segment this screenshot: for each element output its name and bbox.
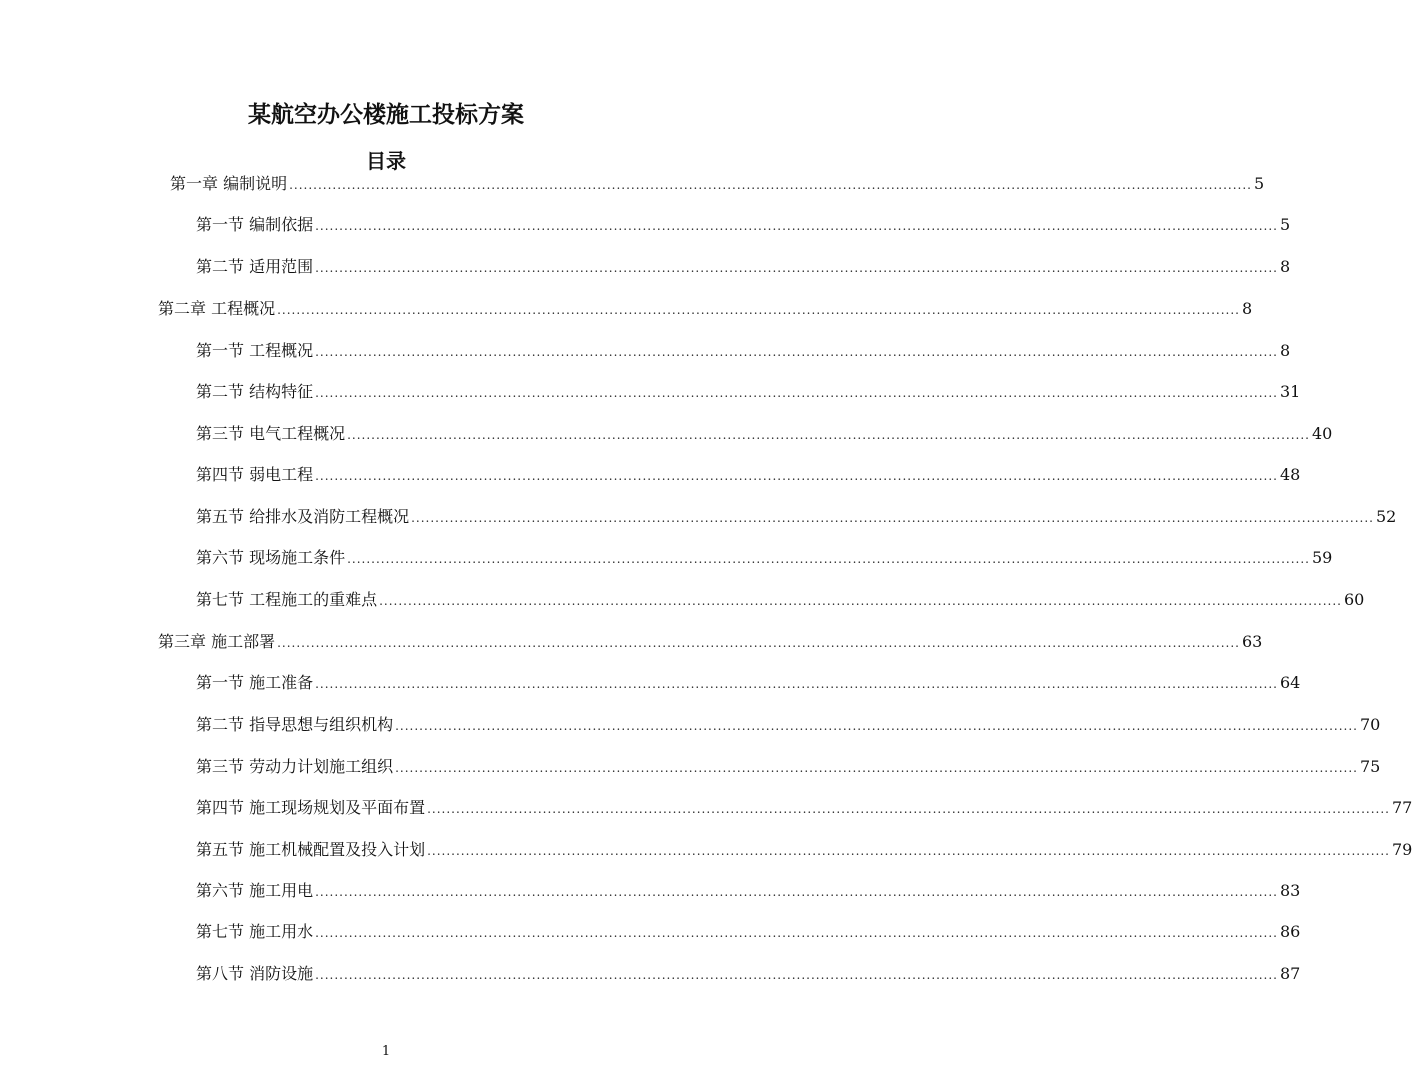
toc-entry-label: 第二章 工程概况 bbox=[158, 299, 276, 318]
toc-section-entry[interactable] bbox=[196, 381, 1301, 403]
toc-entry-label: 第三节 劳动力计划施工组织 bbox=[196, 757, 394, 776]
toc-section-entry[interactable] bbox=[196, 880, 1301, 902]
toc-entry-page: 64 bbox=[1279, 673, 1301, 692]
toc-dot-leader: ........................................................................................................................................................................................................ bbox=[395, 761, 1358, 775]
toc-entry-label: 第五节 施工机械配置及投入计划 bbox=[196, 840, 426, 859]
toc-section-entry[interactable] bbox=[196, 547, 1333, 569]
toc-section-entry[interactable] bbox=[196, 256, 1291, 278]
toc-dot-leader: ........................................................................................................................................................................................................ bbox=[379, 594, 1342, 608]
page-number: 1 bbox=[381, 1044, 391, 1059]
toc-section-entry[interactable] bbox=[196, 963, 1301, 985]
toc-chapter-entry[interactable] bbox=[158, 298, 1253, 320]
toc-section-entry[interactable] bbox=[196, 464, 1301, 486]
document-title: 某航空办公楼施工投标方案 bbox=[248, 102, 524, 128]
toc-entry-page: 52 bbox=[1375, 507, 1397, 526]
toc-entry-page: 77 bbox=[1391, 798, 1412, 817]
toc-section-entry[interactable] bbox=[196, 756, 1381, 778]
toc-heading: 目录 bbox=[366, 149, 406, 173]
toc-dot-leader: ........................................................................................................................................................................................................ bbox=[395, 719, 1358, 733]
toc-section-entry[interactable] bbox=[196, 839, 1412, 861]
toc-entry-page: 5 bbox=[1279, 215, 1291, 234]
toc-section-entry[interactable] bbox=[196, 672, 1301, 694]
toc-entry-label: 第一节 编制依据 bbox=[196, 215, 314, 234]
toc-dot-leader: ........................................................................................................................................................................................................ bbox=[315, 968, 1278, 982]
toc-entry-page: 48 bbox=[1279, 465, 1301, 484]
toc-entry-page: 83 bbox=[1279, 881, 1301, 900]
toc-section-entry[interactable] bbox=[196, 214, 1291, 236]
toc-entry-label: 第三章 施工部署 bbox=[158, 632, 276, 651]
toc-dot-leader: ........................................................................................................................................................................................................ bbox=[315, 469, 1278, 483]
toc-entry-label: 第一章 编制说明 bbox=[170, 174, 288, 193]
toc-dot-leader: ........................................................................................................................................................................................................ bbox=[411, 511, 1374, 525]
toc-entry-label: 第五节 给排水及消防工程概况 bbox=[196, 507, 410, 526]
toc-chapter-entry[interactable] bbox=[170, 173, 1265, 195]
toc-dot-leader: ........................................................................................................................................................................................................ bbox=[315, 926, 1278, 940]
toc-entry-page: 8 bbox=[1241, 299, 1253, 318]
toc-entry-page: 5 bbox=[1253, 174, 1265, 193]
toc-chapter-entry[interactable] bbox=[158, 631, 1263, 653]
toc-entry-label: 第一节 施工准备 bbox=[196, 673, 314, 692]
toc-section-entry[interactable] bbox=[196, 714, 1381, 736]
toc-entry-page: 75 bbox=[1359, 757, 1381, 776]
toc-entry-page: 31 bbox=[1279, 382, 1301, 401]
toc-entry-label: 第一节 工程概况 bbox=[196, 341, 314, 360]
toc-dot-leader: ........................................................................................................................................................................................................ bbox=[347, 428, 1310, 442]
toc-section-entry[interactable] bbox=[196, 423, 1333, 445]
toc-entry-page: 8 bbox=[1279, 257, 1291, 276]
toc-entry-label: 第八节 消防设施 bbox=[196, 964, 314, 983]
toc-entry-label: 第四节 施工现场规划及平面布置 bbox=[196, 798, 426, 817]
toc-dot-leader: ........................................................................................................................................................................................................ bbox=[315, 677, 1278, 691]
toc-entry-label: 第七节 施工用水 bbox=[196, 922, 314, 941]
toc-entry-page: 86 bbox=[1279, 922, 1301, 941]
toc-dot-leader: ........................................................................................................................................................................................................ bbox=[315, 885, 1278, 899]
toc-dot-leader: ........................................................................................................................................................................................................ bbox=[289, 178, 1252, 192]
toc-dot-leader: ........................................................................................................................................................................................................ bbox=[315, 219, 1278, 233]
toc-entry-label: 第三节 电气工程概况 bbox=[196, 424, 346, 443]
toc-dot-leader: ........................................................................................................................................................................................................ bbox=[315, 345, 1278, 359]
toc-dot-leader: ........................................................................................................................................................................................................ bbox=[277, 636, 1240, 650]
toc-section-entry[interactable] bbox=[196, 340, 1291, 362]
toc-entry-label: 第七节 工程施工的重难点 bbox=[196, 590, 378, 609]
toc-dot-leader: ........................................................................................................................................................................................................ bbox=[427, 844, 1390, 858]
toc-dot-leader: ........................................................................................................................................................................................................ bbox=[315, 386, 1278, 400]
toc-section-entry[interactable] bbox=[196, 797, 1412, 819]
toc-entry-page: 70 bbox=[1359, 715, 1381, 734]
toc-dot-leader: ........................................................................................................................................................................................................ bbox=[315, 261, 1278, 275]
toc-entry-label: 第六节 施工用电 bbox=[196, 881, 314, 900]
toc-entry-label: 第四节 弱电工程 bbox=[196, 465, 314, 484]
toc-entry-page: 59 bbox=[1311, 548, 1333, 567]
toc-section-entry[interactable] bbox=[196, 589, 1365, 611]
toc-entry-label: 第六节 现场施工条件 bbox=[196, 548, 346, 567]
toc-section-entry[interactable] bbox=[196, 506, 1397, 528]
toc-entry-page: 40 bbox=[1311, 424, 1333, 443]
toc-entry-label: 第二节 结构特征 bbox=[196, 382, 314, 401]
toc-dot-leader: ........................................................................................................................................................................................................ bbox=[277, 303, 1240, 317]
toc-entry-page: 87 bbox=[1279, 964, 1301, 983]
toc-entry-page: 79 bbox=[1391, 840, 1412, 859]
toc-entry-page: 60 bbox=[1343, 590, 1365, 609]
toc-section-entry[interactable] bbox=[196, 921, 1301, 943]
toc-dot-leader: ........................................................................................................................................................................................................ bbox=[427, 802, 1390, 816]
toc-dot-leader: ........................................................................................................................................................................................................ bbox=[347, 552, 1310, 566]
toc-entry-page: 63 bbox=[1241, 632, 1263, 651]
toc-entry-page: 8 bbox=[1279, 341, 1291, 360]
toc-entry-label: 第二节 指导思想与组织机构 bbox=[196, 715, 394, 734]
toc-entry-label: 第二节 适用范围 bbox=[196, 257, 314, 276]
